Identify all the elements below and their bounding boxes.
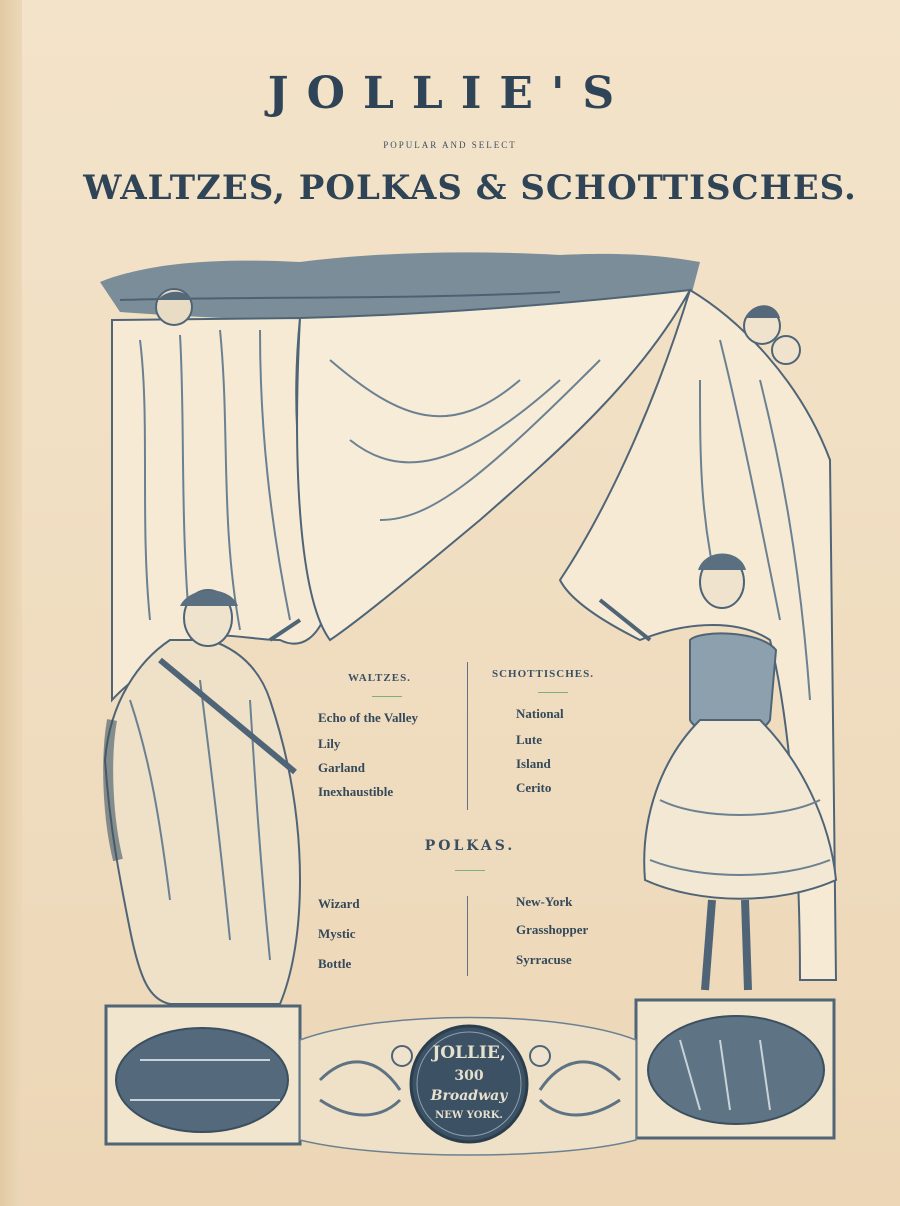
main-title: WALTZES, POLKAS & SCHOTTISCHES. — [83, 168, 857, 208]
seal-name: JOLLIE, — [432, 1043, 506, 1063]
column-divider-bottom — [467, 896, 468, 976]
polka-item: New-York — [516, 894, 573, 909]
polka-item: Bottle — [318, 956, 352, 971]
seal-street: Broadway — [430, 1088, 508, 1104]
schottische-item: Lute — [516, 732, 542, 747]
vignette-right — [648, 1016, 824, 1124]
seal-city: NEW YORK. — [435, 1110, 503, 1121]
vignette-left — [116, 1028, 288, 1132]
polka-item: Wizard — [318, 896, 360, 911]
polka-item: Syrracuse — [516, 952, 572, 967]
schottische-item: National — [516, 706, 564, 721]
publisher-title: JOLLIE'S — [267, 68, 633, 119]
schottisches-heading: SCHOTTISCHES. — [492, 668, 594, 680]
waltzes-heading: WALTZES. — [348, 672, 411, 684]
schottische-item: Cerito — [516, 780, 552, 795]
schottische-item: Island — [516, 756, 551, 771]
polka-item: Mystic — [318, 926, 356, 941]
waltz-item: Echo of the Valley — [318, 710, 419, 725]
waltzes-rule — [372, 696, 402, 697]
polkas-rule — [455, 870, 485, 871]
schottisches-rule — [538, 692, 568, 693]
polkas-heading: POLKAS. — [424, 838, 516, 854]
seal-number: 300 — [454, 1068, 484, 1084]
subtitle: POPULAR AND SELECT — [383, 140, 517, 150]
waltz-item: Inexhaustible — [318, 784, 394, 799]
waltz-item: Garland — [318, 760, 365, 775]
polka-item: Grasshopper — [516, 922, 589, 937]
waltz-item: Lily — [318, 736, 341, 751]
column-divider-top — [467, 662, 468, 810]
